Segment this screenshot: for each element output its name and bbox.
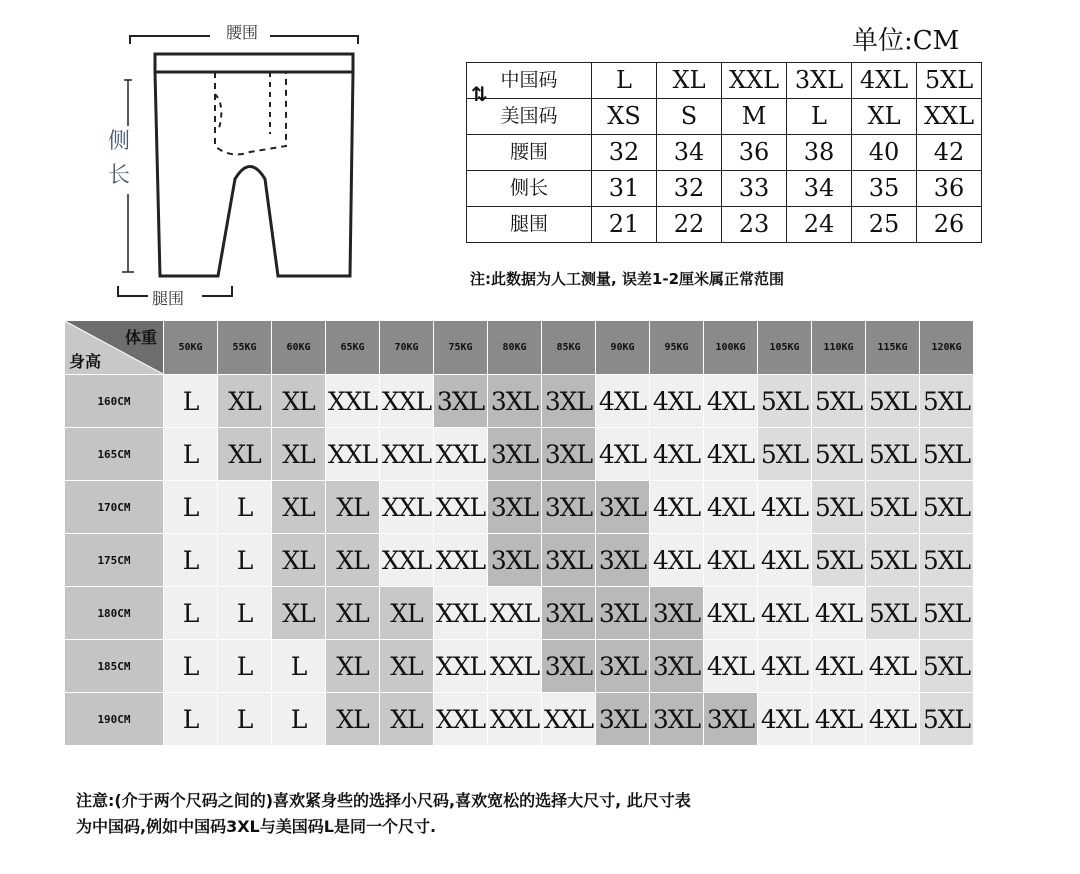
size-table-cell: 36 <box>722 135 787 171</box>
size-cell: XL <box>272 428 326 481</box>
size-table-cell: 34 <box>657 135 722 171</box>
size-table-cell: S <box>657 99 722 135</box>
waist-label: 腰围 <box>226 23 259 42</box>
size-cell: 3XL <box>488 534 542 587</box>
size-cell: 4XL <box>650 428 704 481</box>
size-table-cell: 33 <box>722 171 787 207</box>
size-table-cell: XXL <box>722 63 787 99</box>
height-axis-label: 身高 <box>69 352 102 371</box>
size-table-cell: 32 <box>657 171 722 207</box>
weight-column-header: 85KG <box>542 321 596 375</box>
chart-row <box>65 640 974 693</box>
unit-label: 单位:CM <box>852 26 960 56</box>
size-cell: 5XL <box>758 375 812 428</box>
size-table-cell: 4XL <box>852 63 917 99</box>
size-cell: XXL <box>542 693 596 746</box>
size-table-row-label <box>467 207 592 243</box>
size-table-cell: 32 <box>592 135 657 171</box>
size-cell: L <box>218 587 272 640</box>
size-table-cell: 26 <box>917 207 982 243</box>
size-table-cell: 40 <box>852 135 917 171</box>
size-cell: XXL <box>380 375 434 428</box>
size-cell: XL <box>272 375 326 428</box>
measurement-note: 注:此数据为人工测量, 误差1-2厘米属正常范围 <box>470 270 785 288</box>
size-cell: XL <box>218 428 272 481</box>
size-cell: 5XL <box>812 428 866 481</box>
size-table-cell: 22 <box>657 207 722 243</box>
size-cell: 3XL <box>542 428 596 481</box>
height-row-label: 180CM <box>65 587 164 640</box>
swap-arrows-icon: ⇅ <box>471 82 488 106</box>
size-cell: 3XL <box>488 481 542 534</box>
weight-column-header: 60KG <box>272 321 326 375</box>
size-table-cell: 5XL <box>917 63 982 99</box>
height-row-label: 165CM <box>65 428 164 481</box>
size-table-row-label-text: 中国码 <box>500 69 558 91</box>
size-table-row-label <box>467 171 592 207</box>
size-cell: 4XL <box>812 640 866 693</box>
size-cell: 3XL <box>596 534 650 587</box>
size-cell: XL <box>272 481 326 534</box>
size-table-cell: 36 <box>917 171 982 207</box>
size-cell: 4XL <box>596 428 650 481</box>
size-cell: 4XL <box>704 640 758 693</box>
size-cell: 4XL <box>812 693 866 746</box>
size-cell: XXL <box>326 428 380 481</box>
size-table-cell: L <box>787 99 852 135</box>
chart-row <box>65 375 974 428</box>
size-cell: 4XL <box>650 481 704 534</box>
size-cell: 5XL <box>866 481 920 534</box>
size-table-cell: 35 <box>852 171 917 207</box>
size-cell: XXL <box>326 375 380 428</box>
size-table-cell: 25 <box>852 207 917 243</box>
size-cell: 5XL <box>866 534 920 587</box>
chart-corner-header <box>65 321 164 375</box>
weight-column-header: 80KG <box>488 321 542 375</box>
size-cell: 4XL <box>866 693 920 746</box>
size-cell: XXL <box>488 640 542 693</box>
size-table-cell: XL <box>657 63 722 99</box>
size-cell: 5XL <box>920 693 974 746</box>
chart-row <box>65 693 974 746</box>
size-table <box>466 62 982 243</box>
size-cell: 3XL <box>488 428 542 481</box>
size-table-cell: XL <box>852 99 917 135</box>
size-selection-note-line-2: 为中国码,例如中国码3XL与美国码L是同一个尺寸. <box>76 817 437 836</box>
size-table-cell: XXL <box>917 99 982 135</box>
weight-column-header: 105KG <box>758 321 812 375</box>
height-row-label: 170CM <box>65 481 164 534</box>
height-row-label: 190CM <box>65 693 164 746</box>
size-table-row <box>467 171 982 207</box>
size-table-row-label-text: 美国码 <box>500 105 558 127</box>
size-cell: 3XL <box>596 587 650 640</box>
size-cell: 4XL <box>704 375 758 428</box>
size-cell: L <box>164 481 218 534</box>
weight-column-header: 55KG <box>218 321 272 375</box>
size-cell: L <box>272 640 326 693</box>
size-cell: XL <box>326 481 380 534</box>
size-cell: 3XL <box>704 693 758 746</box>
size-table-cell: L <box>592 63 657 99</box>
side-length-label-1: 侧 <box>108 129 131 154</box>
size-cell: 3XL <box>542 481 596 534</box>
weight-column-header: 100KG <box>704 321 758 375</box>
size-cell: 3XL <box>650 640 704 693</box>
size-cell: 5XL <box>920 587 974 640</box>
size-recommendation-chart <box>64 320 974 746</box>
size-table-row-label-text: 腰围 <box>509 141 548 163</box>
weight-column-header: 95KG <box>650 321 704 375</box>
size-cell: 5XL <box>866 587 920 640</box>
size-cell: 4XL <box>704 481 758 534</box>
size-cell: L <box>164 428 218 481</box>
size-cell: L <box>164 640 218 693</box>
size-cell: XL <box>380 587 434 640</box>
size-cell: 4XL <box>758 640 812 693</box>
size-cell: XL <box>380 693 434 746</box>
size-table-cell: 34 <box>787 171 852 207</box>
size-table-row-label-text: 侧长 <box>509 177 548 199</box>
size-table-row-label <box>467 63 592 106</box>
size-cell: XL <box>218 375 272 428</box>
size-cell: XXL <box>434 534 488 587</box>
size-cell: 3XL <box>542 587 596 640</box>
chart-row <box>65 428 974 481</box>
size-cell: XXL <box>380 428 434 481</box>
size-cell: XL <box>272 534 326 587</box>
size-cell: 4XL <box>758 587 812 640</box>
size-table-cell: 38 <box>787 135 852 171</box>
size-table-row <box>467 99 982 135</box>
size-cell: XXL <box>380 481 434 534</box>
size-table-cell: 21 <box>592 207 657 243</box>
weight-column-header: 90KG <box>596 321 650 375</box>
weight-column-header: 110KG <box>812 321 866 375</box>
size-cell: L <box>218 640 272 693</box>
weight-column-header: 115KG <box>866 321 920 375</box>
size-cell: L <box>272 693 326 746</box>
chart-row <box>65 587 974 640</box>
size-table-row-label <box>467 135 592 171</box>
size-cell: L <box>164 375 218 428</box>
size-table-row <box>467 207 982 243</box>
size-cell: 4XL <box>758 534 812 587</box>
size-cell: 4XL <box>704 587 758 640</box>
size-cell: XXL <box>380 534 434 587</box>
size-table-row-label <box>467 99 592 135</box>
size-cell: XXL <box>434 481 488 534</box>
weight-column-header: 75KG <box>434 321 488 375</box>
size-table-row <box>467 63 982 99</box>
size-cell: L <box>164 693 218 746</box>
size-cell: 3XL <box>650 693 704 746</box>
size-cell: XL <box>380 640 434 693</box>
size-table-cell: 31 <box>592 171 657 207</box>
height-row-label: 160CM <box>65 375 164 428</box>
weight-column-header: 70KG <box>380 321 434 375</box>
size-cell: 4XL <box>650 375 704 428</box>
weight-axis-label: 体重 <box>124 328 157 347</box>
size-cell: 5XL <box>920 375 974 428</box>
size-cell: 4XL <box>704 534 758 587</box>
size-cell: L <box>164 587 218 640</box>
size-cell: 5XL <box>920 640 974 693</box>
size-cell: 4XL <box>704 428 758 481</box>
size-cell: 4XL <box>596 375 650 428</box>
size-cell: 3XL <box>542 640 596 693</box>
size-cell: 3XL <box>596 640 650 693</box>
weight-column-header: 65KG <box>326 321 380 375</box>
weight-column-header: 120KG <box>920 321 974 375</box>
size-cell: 3XL <box>488 375 542 428</box>
weight-column-header: 50KG <box>164 321 218 375</box>
size-cell: 3XL <box>542 534 596 587</box>
size-cell: 5XL <box>920 428 974 481</box>
size-cell: XXL <box>434 428 488 481</box>
size-table-cell: 24 <box>787 207 852 243</box>
height-row-label: 185CM <box>65 640 164 693</box>
size-cell: 5XL <box>866 428 920 481</box>
size-cell: XL <box>326 587 380 640</box>
size-cell: 3XL <box>434 375 488 428</box>
size-selection-note-line-1: 注意:(介于两个尺码之间的)喜欢紧身些的选择小尺码,喜欢宽松的选择大尺寸, 此尺寸表 <box>76 791 691 810</box>
size-cell: 3XL <box>596 481 650 534</box>
size-cell: 5XL <box>812 481 866 534</box>
size-cell: XL <box>326 693 380 746</box>
size-cell: XL <box>272 587 326 640</box>
size-cell: 5XL <box>920 534 974 587</box>
size-table-row <box>467 135 982 171</box>
size-cell: 5XL <box>812 534 866 587</box>
size-cell: XXL <box>434 587 488 640</box>
size-cell: 5XL <box>866 375 920 428</box>
thigh-label: 腿围 <box>152 289 185 308</box>
size-cell: 4XL <box>866 640 920 693</box>
size-cell: 5XL <box>758 428 812 481</box>
size-cell: XXL <box>434 693 488 746</box>
size-table-cell: XS <box>592 99 657 135</box>
size-cell: 4XL <box>758 481 812 534</box>
height-row-label: 175CM <box>65 534 164 587</box>
side-length-label-2: 长 <box>108 163 131 188</box>
size-cell: XL <box>326 640 380 693</box>
size-table-cell: 42 <box>917 135 982 171</box>
size-cell: 4XL <box>758 693 812 746</box>
chart-row <box>65 534 974 587</box>
shorts-diagram <box>100 14 380 314</box>
size-cell: 5XL <box>920 481 974 534</box>
size-cell: 3XL <box>542 375 596 428</box>
size-cell: 5XL <box>812 375 866 428</box>
size-selection-note <box>76 788 996 840</box>
size-cell: XXL <box>488 587 542 640</box>
size-cell: XL <box>326 534 380 587</box>
size-cell: L <box>218 693 272 746</box>
size-cell: XXL <box>488 693 542 746</box>
chart-row <box>65 481 974 534</box>
size-cell: 3XL <box>596 693 650 746</box>
size-table-cell: 3XL <box>787 63 852 99</box>
size-table-cell: 23 <box>722 207 787 243</box>
size-table-row-label-text: 腿围 <box>509 213 548 235</box>
size-cell: L <box>218 534 272 587</box>
size-cell: 3XL <box>650 587 704 640</box>
size-cell: L <box>218 481 272 534</box>
size-cell: 4XL <box>650 534 704 587</box>
size-table-cell: M <box>722 99 787 135</box>
size-cell: L <box>164 534 218 587</box>
size-cell: 4XL <box>812 587 866 640</box>
size-cell: XXL <box>434 640 488 693</box>
